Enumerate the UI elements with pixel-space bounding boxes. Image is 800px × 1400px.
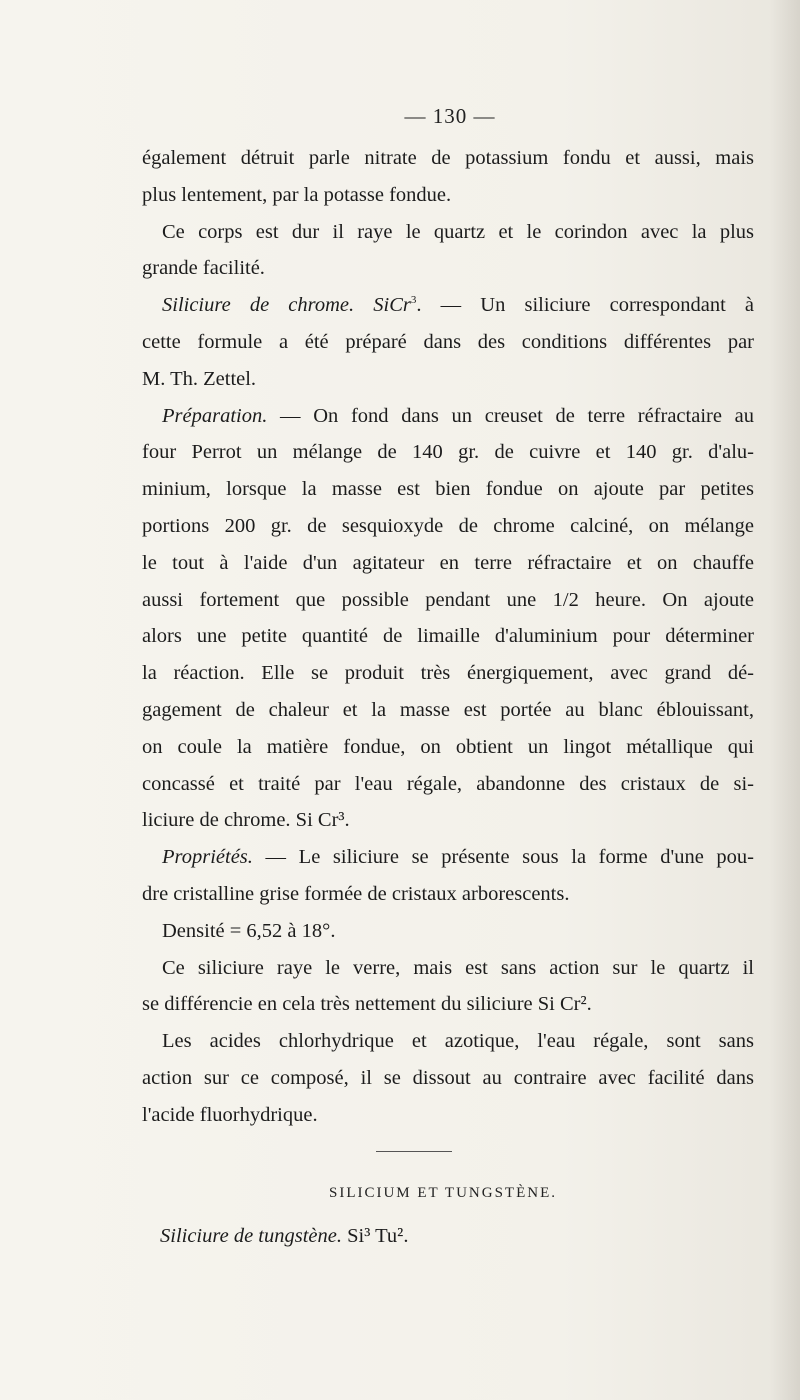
line-text: Densité = 6,52 à 18°. — [162, 919, 336, 942]
line-text: dre cristalline grise formée de cristaux arborescents. — [142, 882, 570, 905]
subheading-title: Siliciure de tungstène. — [160, 1225, 342, 1247]
text-line — [142, 1097, 754, 1134]
text-line — [142, 913, 754, 950]
section-heading: SILICIUM ET TUNGSTÈNE. — [328, 1185, 558, 1201]
line-text: . — Un siliciure correspondant à — [416, 294, 754, 317]
text-line — [142, 471, 754, 508]
line-text: alors une petite quantité de limaille d'aluminium pour déterminer — [142, 625, 754, 648]
text-line — [142, 1060, 754, 1097]
section-divider — [376, 1151, 452, 1152]
subheading — [160, 1225, 408, 1248]
line-text: plus lentement, par la potasse fondue. — [142, 183, 452, 206]
line-text: concassé et traité par l'eau régale, abandonne des cristaux de si- — [142, 772, 754, 795]
line-text: Ce corps est dur il raye le quartz et le corindon avec la plus — [162, 220, 754, 243]
line-text: le tout à l'aide d'un agitateur en terre réfractaire et on chauffe — [142, 551, 754, 574]
line-text: on coule la matière fondue, on obtient un lingot métallique qui — [142, 735, 754, 758]
text-line — [142, 876, 754, 913]
text-line — [142, 729, 754, 766]
line-text: gagement de chaleur et la masse est portée au blanc éblouissant, — [142, 698, 754, 721]
body-text — [142, 140, 754, 1134]
text-line — [142, 177, 754, 214]
text-line — [142, 618, 754, 655]
line-text: — Le siliciure se présente sous la forme d'une pou- — [252, 846, 754, 869]
line-text: four Perrot un mélange de 140 gr. de cuivre et 140 gr. d'alu- — [142, 441, 754, 464]
subheading-formula: Si³ Tu². — [342, 1225, 409, 1247]
page-number: — 130 — — [404, 104, 496, 128]
text-line — [142, 986, 754, 1023]
line-text: action sur ce composé, il se dissout au contraire avec facilité dans — [142, 1066, 754, 1089]
line-text: liciure de chrome. Si Cr³. — [142, 809, 350, 832]
text-line — [142, 434, 754, 471]
paragraph-lead: Propriétés. — [162, 846, 253, 869]
text-line — [142, 1023, 754, 1060]
line-text: également détruit parle nitrate de potassium fondu et aussi, mais — [142, 147, 754, 169]
line-text: — On fond dans un creuset de terre réfractaire au — [267, 404, 754, 427]
text-line — [142, 287, 754, 324]
text-line — [142, 655, 754, 692]
text-line — [142, 545, 754, 582]
text-line — [142, 839, 754, 876]
text-line — [142, 692, 754, 729]
line-text: se différencie en cela très nettement du siliciure Si Cr². — [142, 993, 592, 1016]
text-line — [142, 508, 754, 545]
line-text: M. Th. Zettel. — [142, 367, 257, 390]
text-line — [142, 140, 754, 177]
text-line — [142, 324, 754, 361]
line-text: la réaction. Elle se produit très énergiquement, avec grand dé- — [142, 662, 754, 685]
paragraph-lead-superscript: 3 — [410, 294, 417, 307]
line-text: portions 200 gr. de sesquioxyde de chrome calciné, on mélange — [142, 514, 754, 537]
line-text: grande facilité. — [142, 257, 265, 280]
line-text: l'acide fluorhydrique. — [142, 1103, 318, 1126]
line-text: aussi fortement que possible pendant une 1/2 heure. On ajoute — [142, 588, 754, 611]
paragraph-lead: Siliciure de chrome. SiCr — [162, 294, 411, 317]
text-line — [142, 361, 754, 398]
line-text: Les acides chlorhydrique et azotique, l'eau régale, sont sans — [162, 1030, 754, 1053]
text-line — [142, 582, 754, 619]
paragraph-lead: Préparation. — [162, 404, 268, 427]
text-line — [142, 398, 754, 435]
text-line — [142, 250, 754, 287]
line-text: minium, lorsque la masse est bien fondue on ajoute par petites — [142, 478, 754, 501]
text-line — [142, 766, 754, 803]
text-line — [142, 950, 754, 987]
text-line — [142, 802, 754, 839]
line-text: cette formule a été préparé dans des conditions différentes par — [142, 330, 754, 353]
line-text: Ce siliciure raye le verre, mais est sans action sur le quartz il — [162, 956, 754, 979]
text-line — [142, 214, 754, 251]
